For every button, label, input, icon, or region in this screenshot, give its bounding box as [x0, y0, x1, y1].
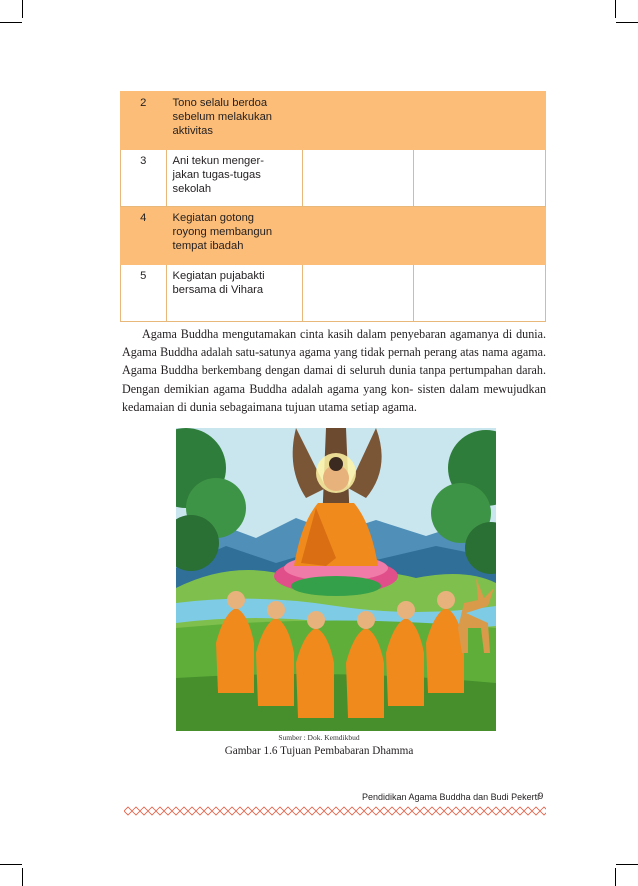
body-paragraph: Agama Buddha mengutamakan cinta kasih dalam penyebaran agamanya di dunia. Agama Buddha adalah satu-satunya agama yang tidak pernah perang atas nama agama. Agama Buddha berkembang dengan damai di seluruh dunia tanpa pertumpahan darah. Dengan demikian agama Buddha adalah agama yang kon- sisten dalam mewujudkan kedamaian di dunia sebagaimana tujuan utama setiap agama.: [122, 327, 546, 414]
empty-cell: [413, 150, 545, 207]
crop-mark: [616, 22, 638, 23]
row-number: 2: [121, 92, 167, 150]
crop-mark: [0, 22, 22, 23]
activity-cell: Kegiatan gotong royong membangun tempat ibadah: [166, 207, 303, 265]
empty-cell: [303, 150, 414, 207]
table-row: [121, 207, 546, 265]
buddha-teaching-illustration: [176, 428, 496, 731]
page-number: 9: [538, 791, 544, 802]
crop-mark: [615, 868, 616, 886]
activity-cell: Kegiatan pujabakti bersama di Vihara: [166, 265, 303, 322]
figure-source: Sumber : Dok. Kemdikbud: [278, 733, 360, 742]
table-row: [121, 92, 546, 150]
empty-cell: [303, 265, 414, 322]
row-number: 3: [121, 150, 167, 207]
activity-table: [120, 91, 546, 322]
empty-cell: [413, 265, 545, 322]
row-number: 4: [121, 207, 167, 265]
empty-cell: [303, 92, 414, 150]
figure-caption: Gambar 1.6 Tujuan Pembabaran Dhamma: [224, 745, 414, 757]
row-number: 5: [121, 265, 167, 322]
crop-mark: [0, 864, 22, 865]
table-row: [121, 265, 546, 322]
empty-cell: [413, 207, 545, 265]
book-title: Pendidikan Agama Buddha dan Budi Pekerti: [362, 792, 540, 802]
activity-cell: Tono selalu berdoa sebelum melakukan aktivitas: [166, 92, 303, 150]
decorative-border: [124, 806, 546, 816]
crop-mark: [616, 864, 638, 865]
empty-cell: [413, 92, 545, 150]
crop-mark: [615, 0, 616, 18]
table-row: [121, 150, 546, 207]
crop-mark: [22, 868, 23, 886]
empty-cell: [303, 207, 414, 265]
crop-mark: [22, 0, 23, 18]
activity-cell: Ani tekun menger- jakan tugas-tugas sekolah: [166, 150, 303, 207]
